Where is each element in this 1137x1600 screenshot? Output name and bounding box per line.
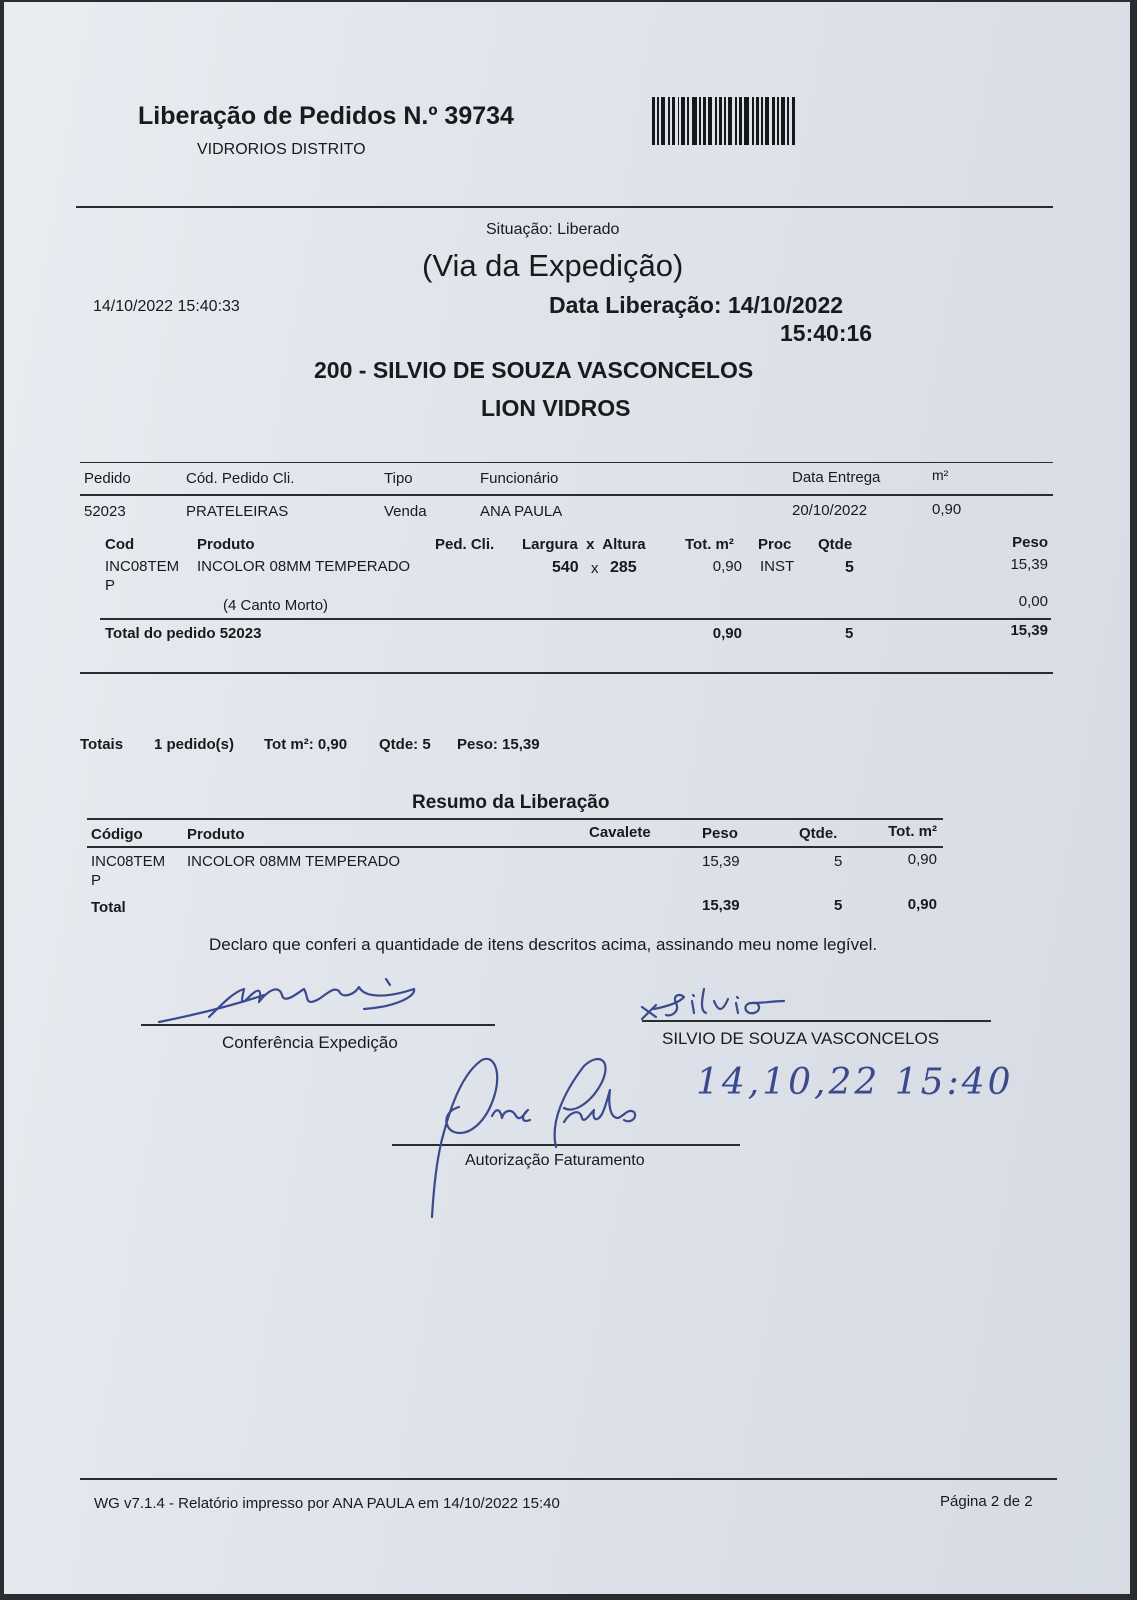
totals-qtde: Qtde: 5 bbox=[379, 736, 431, 753]
client-name: 200 - SILVIO DE SOUZA VASCONCELOS bbox=[314, 357, 754, 383]
item-peso: 15,39 bbox=[1010, 556, 1048, 573]
summary-codigo-line2: P bbox=[91, 872, 102, 889]
signature-label-cliente: SILVIO DE SOUZA VASCONCELOS bbox=[662, 1029, 940, 1048]
signature-label-autorizacao: Autorização Faturamento bbox=[465, 1152, 645, 1169]
summary-header-codigo: Código bbox=[91, 826, 143, 843]
signature-label-conferencia: Conferência Expedição bbox=[222, 1033, 398, 1052]
header-divider bbox=[76, 206, 1053, 208]
summary-header-cavalete: Cavalete bbox=[589, 824, 651, 841]
order-table-bottom-rule bbox=[80, 672, 1053, 674]
summary-tot-m2: 0,90 bbox=[907, 851, 937, 868]
item-header-largura-altura: Largura x Altura bbox=[522, 536, 646, 553]
item-altura: 285 bbox=[610, 559, 637, 576]
item-proc: INST bbox=[760, 558, 795, 575]
summary-total-tot-m2: 0,90 bbox=[907, 896, 937, 913]
footer-divider bbox=[80, 1478, 1057, 1480]
company-name: VIDRORIOS DISTRITO bbox=[197, 141, 366, 158]
col-header-funcionario: Funcionário bbox=[480, 470, 559, 487]
summary-produto: INCOLOR 08MM TEMPERADO bbox=[187, 853, 401, 870]
totals-peso: Peso: 15,39 bbox=[457, 736, 540, 753]
item-cod-line1: INC08TEM bbox=[105, 558, 180, 575]
handwritten-signature-cliente bbox=[634, 987, 814, 1027]
summary-header-peso: Peso bbox=[702, 825, 738, 842]
item-total-rule bbox=[100, 618, 1051, 620]
summary-total-qtde: 5 bbox=[834, 897, 843, 914]
col-header-m2: m² bbox=[932, 467, 949, 483]
item-header-produto: Produto bbox=[197, 536, 255, 553]
col-header-tipo: Tipo bbox=[384, 470, 413, 487]
status-text: Situação: Liberado bbox=[486, 221, 620, 238]
order-cod-pedido-cli: PRATELEIRAS bbox=[186, 503, 289, 520]
summary-peso: 15,39 bbox=[702, 853, 740, 870]
order-total-peso: 15,39 bbox=[1010, 622, 1048, 639]
totals-m2: Tot m²: 0,90 bbox=[264, 736, 348, 753]
item-header-qtde: Qtde bbox=[818, 536, 853, 553]
item-header-tot-m2: Tot. m² bbox=[685, 536, 734, 553]
col-header-cod-pedido-cli: Cód. Pedido Cli. bbox=[186, 470, 295, 487]
order-table-top-rule bbox=[80, 462, 1053, 463]
summary-title: Resumo da Liberação bbox=[412, 792, 610, 813]
release-time: 15:40:16 bbox=[780, 320, 873, 346]
item-qtde: 5 bbox=[845, 559, 854, 576]
item-tot-m2: 0,90 bbox=[712, 558, 742, 575]
item-note: (4 Canto Morto) bbox=[223, 597, 329, 614]
declaration-text: Declaro que conferi a quantidade de itens descritos acima, assinando meu nome legível. bbox=[209, 935, 878, 954]
order-funcionario: ANA PAULA bbox=[480, 503, 563, 520]
order-table-header-rule bbox=[80, 494, 1053, 496]
via-label: (Via da Expedição) bbox=[422, 248, 684, 283]
summary-codigo-line1: INC08TEM bbox=[91, 853, 166, 870]
handwritten-signature-autorizacao bbox=[424, 1052, 674, 1222]
summary-header-produto: Produto bbox=[187, 826, 245, 843]
order-total-label: Total do pedido 52023 bbox=[105, 625, 262, 642]
item-header-proc: Proc bbox=[758, 536, 792, 553]
item-x-sign: x bbox=[591, 560, 599, 577]
summary-header-qtde: Qtde. bbox=[799, 825, 838, 842]
barcode bbox=[652, 97, 826, 145]
item-produto: INCOLOR 08MM TEMPERADO bbox=[197, 558, 411, 575]
order-m2: 0,90 bbox=[932, 501, 962, 518]
release-date: Data Liberação: 14/10/2022 bbox=[549, 292, 844, 318]
page-title: Liberação de Pedidos N.º 39734 bbox=[138, 102, 514, 130]
col-header-pedido: Pedido bbox=[84, 470, 131, 487]
item-header-cod: Cod bbox=[105, 536, 135, 553]
summary-header-rule bbox=[87, 846, 943, 848]
handwritten-date: 14,10,22 15:40 bbox=[696, 1062, 1014, 1103]
summary-total-label: Total bbox=[91, 899, 126, 916]
item-header-peso: Peso bbox=[1012, 534, 1048, 551]
order-tipo: Venda bbox=[384, 503, 427, 520]
footer-printed-by: WG v7.1.4 - Relatório impresso por ANA PAULA em 14/10/2022 15:40 bbox=[94, 1495, 560, 1512]
col-header-data-entrega: Data Entrega bbox=[792, 469, 881, 486]
item-header-ped-cli: Ped. Cli. bbox=[435, 536, 495, 553]
item-cod-line2: P bbox=[105, 577, 116, 594]
summary-header-tot-m2: Tot. m² bbox=[888, 823, 937, 840]
item-largura: 540 bbox=[552, 559, 579, 576]
handwritten-signature-conferencia bbox=[154, 977, 434, 1027]
document-page bbox=[4, 2, 1130, 1594]
footer-page-number: Página 2 de 2 bbox=[940, 1493, 1033, 1510]
order-pedido: 52023 bbox=[84, 503, 126, 520]
print-datetime: 14/10/2022 15:40:33 bbox=[93, 298, 240, 315]
totals-pedidos: 1 pedido(s) bbox=[154, 736, 235, 753]
item-note-peso: 0,00 bbox=[1018, 593, 1048, 610]
summary-qtde: 5 bbox=[834, 853, 843, 870]
totals-label: Totais bbox=[80, 736, 124, 753]
order-data-entrega: 20/10/2022 bbox=[792, 502, 868, 519]
client-company: LION VIDROS bbox=[481, 395, 631, 421]
summary-top-rule bbox=[87, 818, 943, 820]
order-total-m2: 0,90 bbox=[712, 625, 742, 642]
summary-total-peso: 15,39 bbox=[702, 897, 740, 914]
order-total-qtde: 5 bbox=[845, 625, 854, 642]
